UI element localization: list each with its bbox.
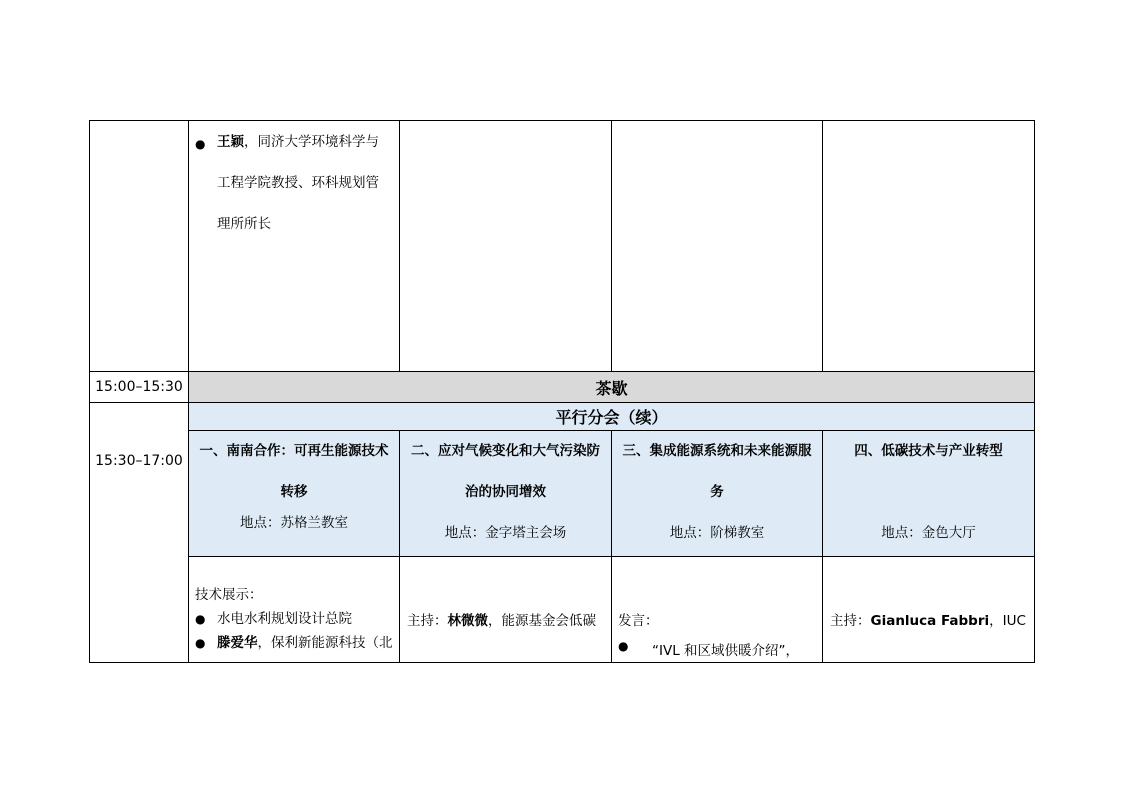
tea-break-label: 茶歇 (189, 372, 1035, 403)
host-label: 主持： (830, 613, 871, 629)
session-title: 三、集成能源系统和未来能源服 务 (622, 443, 812, 500)
detail-cell-1 (189, 557, 400, 663)
bullet-icon: ● (195, 137, 206, 151)
parallel-title-row (90, 403, 1035, 431)
tea-break-row (90, 372, 1035, 403)
schedule-table (89, 120, 1035, 663)
session-header-4 (823, 431, 1035, 557)
host-label: 主持： (407, 613, 448, 629)
session-title: 四、低碳技术与产业转型 (854, 443, 1003, 459)
bullet-icon: ● (195, 636, 206, 650)
bullet-icon: ● (618, 639, 629, 653)
host-affiliation: ，IUC (989, 613, 1026, 629)
empty-cell (612, 121, 823, 372)
speech-heading: 发言： (618, 613, 659, 629)
empty-cell (823, 121, 1035, 372)
parallel-title: 平行分会（续） (189, 403, 1035, 431)
speaker-affiliation-line2: 工程学院教授、环科规划管 (217, 175, 379, 191)
session-location: 地点：苏格兰教室 (240, 515, 348, 531)
host-name: Gianluca Fabbri (870, 613, 990, 629)
parallel-time: 15:30–17:00 (90, 403, 189, 663)
session-header-1 (189, 431, 400, 557)
detail-cell-3 (612, 557, 823, 663)
bullet-icon: ● (195, 612, 206, 626)
tea-break-time: 15:00–15:30 (90, 372, 189, 403)
showcase-item: 水电水利规划设计总院 (217, 611, 352, 627)
speaker-affiliation-line3: 理所所长 (217, 216, 271, 232)
speaker-cell: ● 王颖，同济大学环境科学与 工程学院教授、环科规划管 理所所长 (189, 121, 400, 372)
tech-showcase-heading: 技术展示： (195, 587, 263, 603)
host-name: 林微微 (447, 613, 488, 629)
session-location: 地点：金色大厅 (881, 525, 976, 541)
host-affiliation: ，能源基金会低碳 (488, 613, 596, 629)
session-location: 地点：阶梯教室 (669, 525, 765, 541)
time-cell-empty (90, 121, 189, 372)
session-header-row (90, 431, 1035, 557)
detail-cell-2 (400, 557, 612, 663)
speech-item: “IVL 和区域供暖介绍”， (652, 643, 800, 659)
speaker-affiliation-line1: 同济大学环境科学与 (257, 134, 379, 150)
session-location: 地点：金字塔主会场 (444, 525, 567, 541)
session-header-2 (400, 431, 612, 557)
speaker-name: 王颖 (217, 134, 244, 150)
showcase-item: 滕爱华，保利新能源科技（北 (217, 635, 393, 651)
detail-cell-4 (823, 557, 1035, 663)
session-title: 二、应对气候变化和大气污染防 治的协同增效 (411, 443, 600, 500)
session-header-3 (612, 431, 823, 557)
session-title: 一、南南合作：可再生能源技术 转移 (199, 443, 389, 500)
empty-cell (400, 121, 612, 372)
session-detail-row (90, 557, 1035, 663)
speaker-row (90, 121, 1035, 372)
